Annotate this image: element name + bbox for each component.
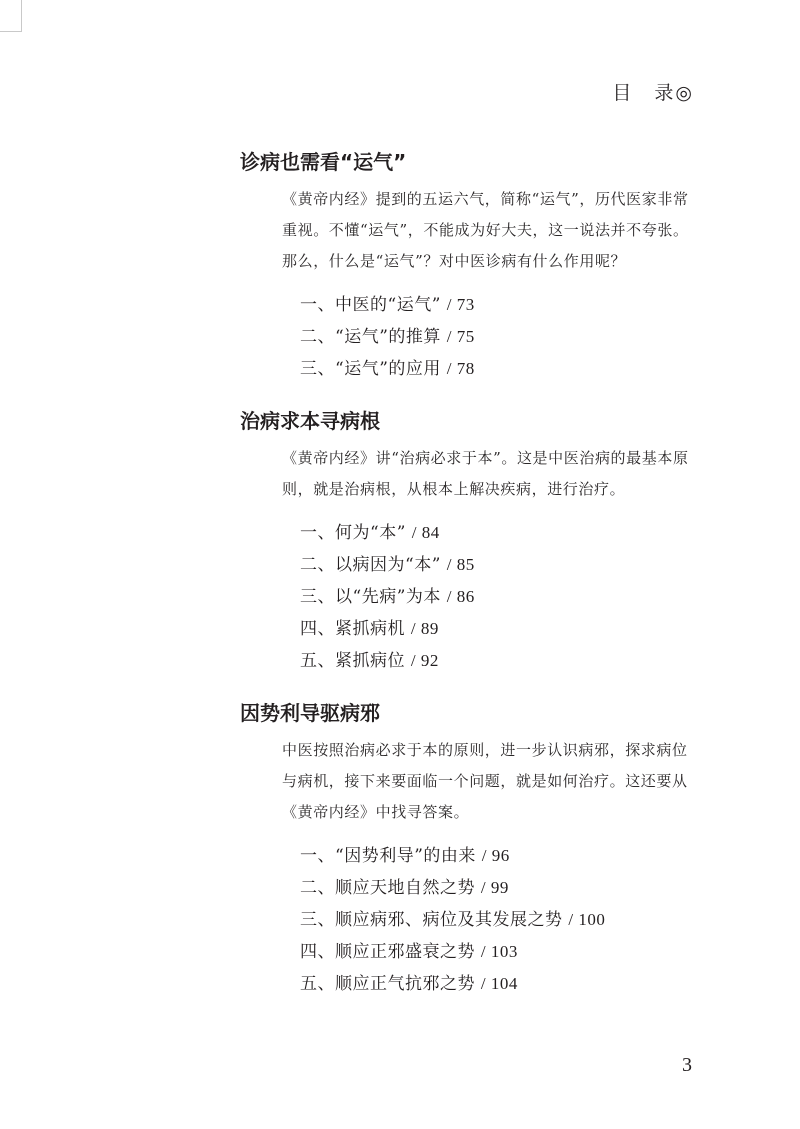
- toc-entry-text: 四、顺应正邪盛衰之势: [300, 942, 475, 962]
- toc-entry[interactable]: [300, 645, 720, 677]
- running-header: 目 录◎: [612, 82, 694, 104]
- toc-section-yunqi: [240, 148, 720, 385]
- table-of-contents: [240, 148, 720, 1000]
- toc-entry-text: 五、紧抓病位: [300, 651, 405, 671]
- toc-entry[interactable]: [300, 321, 720, 353]
- toc-entry-text: 二、“运气”的推算: [300, 327, 441, 347]
- toc-section-yinshi: [240, 699, 720, 1000]
- section-title: 因势利导驱病邪: [240, 701, 380, 725]
- toc-entry-text: 二、顺应天地自然之势: [300, 878, 475, 898]
- toc-entry[interactable]: [300, 549, 720, 581]
- toc-entry[interactable]: [300, 904, 720, 936]
- toc-entry-page: / 96: [481, 846, 510, 865]
- toc-entry-page: / 85: [446, 555, 475, 574]
- toc-entry[interactable]: [300, 517, 720, 549]
- toc-entry-page: / 104: [480, 974, 518, 993]
- toc-entry-text: 一、何为“本”: [300, 523, 406, 543]
- toc-entry-page: / 84: [411, 523, 440, 542]
- toc-entry-page: / 86: [446, 587, 475, 606]
- toc-entry[interactable]: [300, 840, 720, 872]
- toc-entry-text: 一、中医的“运气”: [300, 295, 441, 315]
- toc-entry-list: [240, 517, 720, 677]
- toc-entry[interactable]: [300, 613, 720, 645]
- toc-section-zhibing: [240, 407, 720, 677]
- section-title: 治病求本寻病根: [240, 409, 380, 433]
- toc-entry-page: / 92: [410, 651, 439, 670]
- toc-entry-page: / 100: [568, 910, 606, 929]
- section-description: 《黄帝内经》讲“治病必求于本”。这是中医治病的最基本原则，就是治病根，从根本上解决疾病，进行治疗。: [282, 449, 689, 498]
- toc-entry-text: 三、顺应病邪、病位及其发展之势: [300, 910, 563, 930]
- toc-entry-list: [240, 840, 720, 1000]
- toc-entry-list: [240, 289, 720, 385]
- toc-entry[interactable]: [300, 289, 720, 321]
- toc-entry[interactable]: [300, 968, 720, 1000]
- section-description: 《黄帝内经》提到的五运六气，简称“运气”，历代医家非常重视。不懂“运气”，不能成为好大夫，这一说法并不夸张。那么，什么是“运气”？对中医诊病有什么作用呢？: [282, 190, 689, 270]
- toc-entry[interactable]: [300, 581, 720, 613]
- toc-entry-text: 二、以病因为“本”: [300, 555, 441, 575]
- toc-entry-text: 四、紧抓病机: [300, 619, 405, 639]
- toc-entry-page: / 73: [446, 295, 475, 314]
- toc-entry-text: 五、顺应正气抗邪之势: [300, 974, 475, 994]
- toc-entry-page: / 75: [446, 327, 475, 346]
- toc-entry-text: 一、“因势利导”的由来: [300, 846, 476, 866]
- toc-entry-text: 三、“运气”的应用: [300, 359, 441, 379]
- toc-entry-page: / 103: [480, 942, 518, 961]
- toc-entry-page: / 89: [410, 619, 439, 638]
- crop-mark: [0, 0, 22, 32]
- toc-entry-page: / 78: [446, 359, 475, 378]
- toc-entry-page: / 99: [480, 878, 509, 897]
- section-title: 诊病也需看“运气”: [240, 150, 407, 174]
- toc-entry[interactable]: [300, 872, 720, 904]
- toc-entry-text: 三、以“先病”为本: [300, 587, 441, 607]
- toc-entry[interactable]: [300, 353, 720, 385]
- section-description: 中医按照治病必求于本的原则，进一步认识病邪，探求病位与病机，接下来要面临一个问题，就是如何治疗。这还要从《黄帝内经》中找寻答案。: [282, 741, 688, 821]
- toc-entry[interactable]: [300, 936, 720, 968]
- page-number: 3: [682, 1054, 692, 1076]
